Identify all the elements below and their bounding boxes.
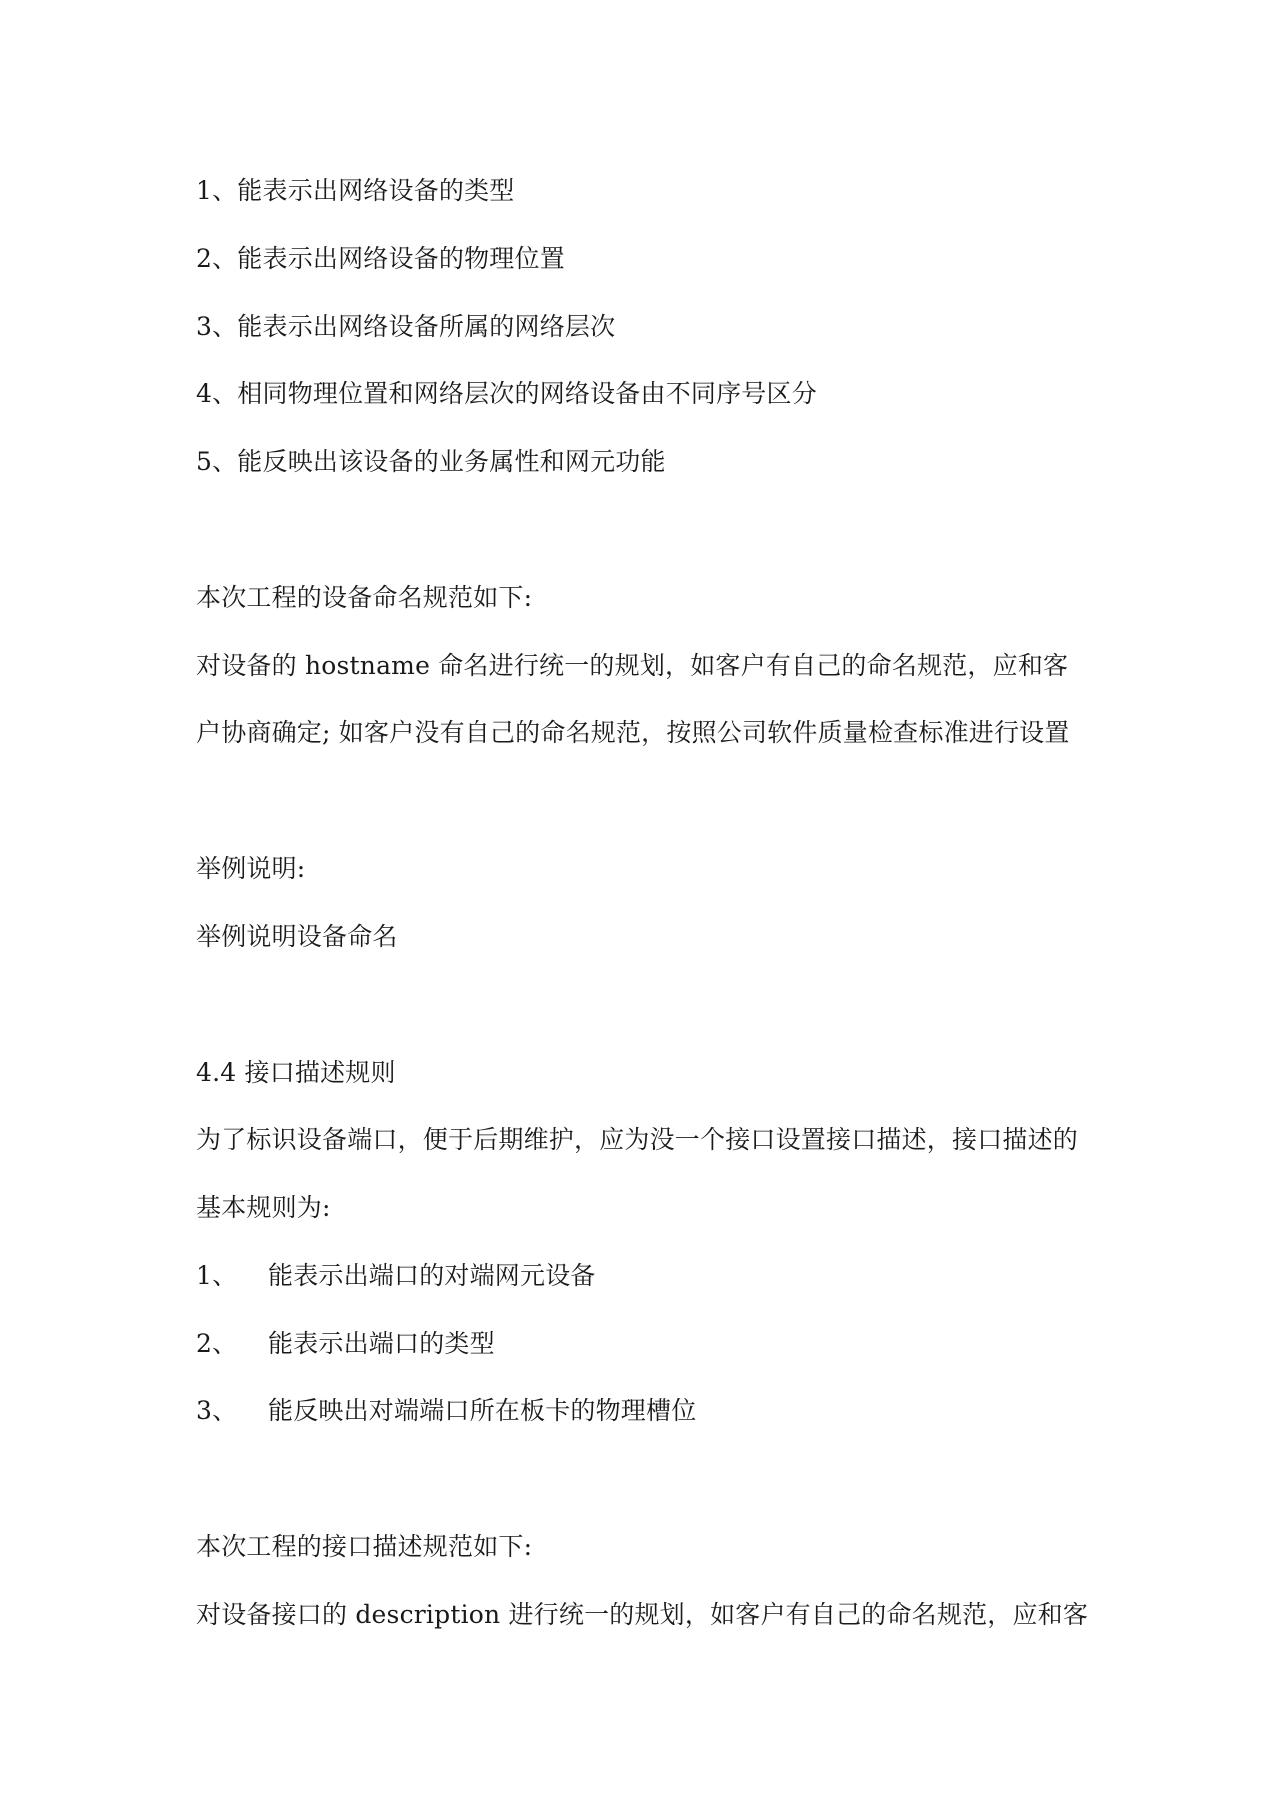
section-intro-line-2: 基本规则为:	[196, 1193, 331, 1222]
list-item-5: 5、能反映出该设备的业务属性和网元功能	[196, 447, 666, 476]
rule-item-2	[196, 1327, 495, 1361]
rule-item-text: 能表示出端口的类型	[268, 1329, 495, 1358]
interface-spec-heading: 本次工程的接口描述规范如下:	[196, 1532, 533, 1561]
rule-item-number: 2、	[196, 1329, 238, 1358]
list-item-1: 1、能表示出网络设备的类型	[196, 176, 515, 205]
rule-item-text: 能表示出端口的对端网元设备	[268, 1261, 596, 1290]
rule-item-3	[196, 1394, 696, 1428]
list-item-4: 4、相同物理位置和网络层次的网络设备由不同序号区分	[196, 379, 817, 408]
section-intro-line-1: 为了标识设备端口，便于后期维护，应为没一个接口设置接口描述，接口描述的	[196, 1125, 1079, 1154]
rule-item-number: 1、	[196, 1261, 238, 1290]
list-item-3: 3、能表示出网络设备所属的网络层次	[196, 312, 616, 341]
naming-spec-heading: 本次工程的设备命名规范如下:	[196, 583, 533, 612]
rule-item-1	[196, 1259, 596, 1293]
rule-item-text: 能反映出对端端口所在板卡的物理槽位	[268, 1396, 697, 1425]
naming-spec-paragraph-line-1: 对设备的 hostname 命名进行统一的规划，如客户有自己的命名规范，应和客	[196, 651, 1069, 680]
naming-spec-paragraph-line-2: 户协商确定; 如客户没有自己的命名规范，按照公司软件质量检查标准进行设置	[196, 718, 1070, 747]
example-text: 举例说明设备命名	[196, 922, 398, 951]
interface-spec-paragraph-line-1: 对设备接口的 description 进行统一的规划，如客户有自己的命名规范，应和客	[196, 1600, 1089, 1629]
example-heading: 举例说明:	[196, 854, 306, 883]
section-title: 4.4 接口描述规则	[196, 1058, 396, 1087]
list-item-2: 2、能表示出网络设备的物理位置	[196, 244, 565, 273]
rule-item-number: 3、	[196, 1396, 238, 1425]
